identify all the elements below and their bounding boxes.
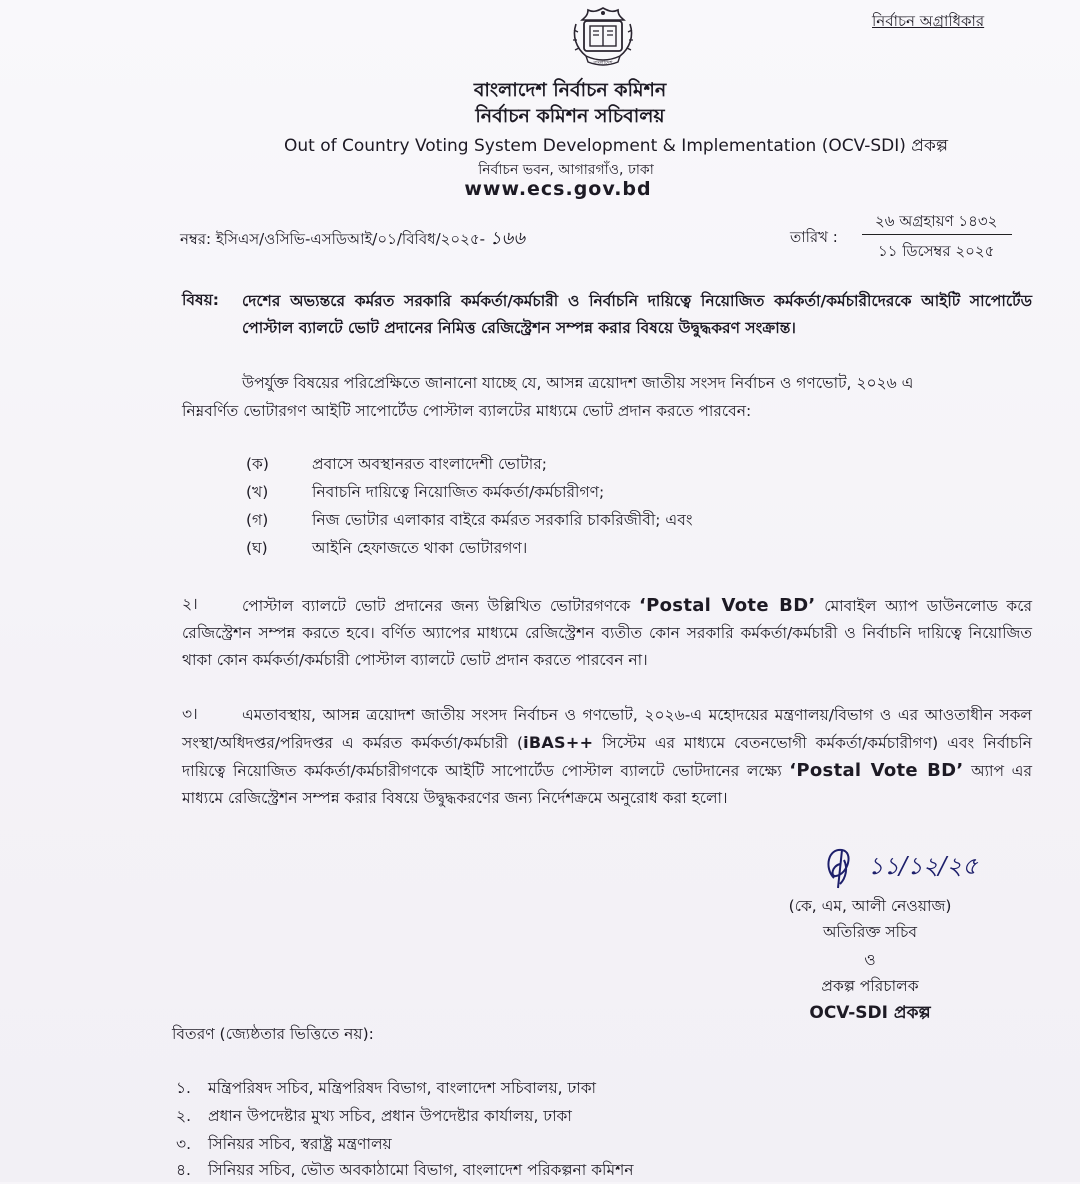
signatory-project: OCV-SDI প্রকল্প <box>809 1003 931 1023</box>
subject-text: দেশের অভ্যন্তরে কর্মরত সরকারি কর্মকর্তা/কর্মচারী ও নির্বাচনি দায়িত্বে নিয়োজিত কর্মকর্তা/কর্মচারীদেরকে আইটি সাপোর্টেড পোস্টাল ব্যালটে ভোট প্রদানের নিমিত্ত রেজিস্ট্রেশন সম্পন্ন করার বিষয়ে উদ্বুদ্ধকরণ সংক্রান্ত। <box>242 292 1032 337</box>
distribution-number: ২. <box>176 1107 192 1125</box>
signatory-title-2: প্রকল্প পরিচালক <box>821 977 919 995</box>
signatory-name: (কে, এম, আলী নেওয়াজ) <box>788 897 952 915</box>
date-bangla: ২৬ অগ্রহায়ণ ১৪৩২ <box>875 212 998 230</box>
voter-list-mark: (ঘ) <box>246 539 268 557</box>
project-name: Out of Country Voting System Development & Implementation (OCV-SDI) প্রকল্প <box>283 136 949 156</box>
signature-date: ১১/১২/২৫ <box>868 852 978 880</box>
date-english: ১১ ডিসেম্বর ২০২৫ <box>878 242 995 260</box>
paragraph-2-number: ২। <box>182 595 198 613</box>
memo-number-printed: নম্বর: ইসিএস/ওসিভি-এসডিআই/০১/বিবিধ/২০২৫- <box>180 230 486 248</box>
distribution-title: বিতরণ (জ্যেষ্ঠতার ভিত্তিতে নয়): <box>172 1025 374 1043</box>
distribution-item: মন্ত্রিপরিষদ সচিব, মন্ত্রিপরিষদ বিভাগ, বাংলাদেশ সচিবালয়, ঢাকা <box>208 1079 597 1097</box>
voter-list-item: আইনি হেফাজতে থাকা ভোটারগণ। <box>312 539 528 557</box>
paragraph-2 <box>182 592 1032 674</box>
voter-list-item: নিজ ভোটার এলাকার বাইরে কর্মরত সরকারি চাকরিজীবী; এবং <box>312 511 693 529</box>
org-name: বাংলাদেশ নির্বাচন কমিশন <box>473 79 667 101</box>
date-label: তারিখ : <box>790 228 838 246</box>
emblem-ribbon-text: বাংলাদেশ <box>593 60 613 66</box>
paragraph-3 <box>182 702 1032 812</box>
distribution-item: সিনিয়র সচিব, ভৌত অবকাঠামো বিভাগ, বাংলাদেশ পরিকল্পনা কমিশন <box>208 1161 634 1179</box>
paragraph-3-part-a: এমতাবস্থায়, আসন্ন ত্রয়োদশ জাতীয় সংসদ নির্বাচন ও গণভোট, ২০২৬-এ মহোদয়ের মন্ত্রণালয়/বিভাগ ও এর আওতাধীন সকল সংস্থা/অধিদপ্তর/পরিদপ্তর এ কর্মরত কর্মকর্তা/কর্মচারী ( <box>182 706 1032 752</box>
handwritten-signature <box>820 838 1020 898</box>
memo-number-handwritten: ১৬৬ <box>489 228 525 249</box>
intro-line-1: উপর্যুক্ত বিষয়ের পরিপ্রেক্ষিতে জানানো যাচ্ছে যে, আসন্ন ত্রয়োদশ জাতীয় সংসদ নির্বাচন ও গণভোট, ২০২৬ এ <box>242 374 914 392</box>
distribution-item: প্রধান উপদেষ্টার মুখ্য সচিব, প্রধান উপদেষ্টার কার্যালয়, ঢাকা <box>208 1107 572 1125</box>
intro-line-2: নিম্নবর্ণিত ভোটারগণ আইটি সাপোর্টেড পোস্টাল ব্যালটের মাধ্যমে ভোট প্রদান করতে পারবেন: <box>182 402 752 420</box>
postal-vote-app-name: ‘Postal Vote BD’ <box>639 595 816 616</box>
distribution-number: ৪. <box>176 1161 191 1179</box>
paragraph-3-part-b: সিস্টেম এর মাধ্যমে বেতনভোগী কর্মকর্তা/কর্মচারীগণ) এবং নির্বাচনি দায়িত্বে নিয়োজিত কর্মকর্তা/কর্মচারীগণকে আইটি সাপোর্টেড পোস্টাল ব্যালটে ভোটদানের লক্ষ্যে <box>182 734 1032 780</box>
voter-list-item: প্রবাসে অবস্থানরত বাংলাদেশী ভোটার; <box>312 455 547 473</box>
org-secretariat: নির্বাচন কমিশন সচিবালয় <box>475 105 665 127</box>
distribution-item: সিনিয়র সচিব, স্বরাষ্ট্র মন্ত্রণালয় <box>208 1135 392 1153</box>
ibas-system-name: iBAS++ <box>523 733 594 752</box>
voter-list-mark: (খ) <box>246 483 269 501</box>
memo-number <box>180 224 525 255</box>
distribution-number: ১. <box>176 1079 191 1097</box>
voter-list-item: নিবাচনি দায়িত্বে নিয়োজিত কর্মকর্তা/কর্মচারীগণ; <box>312 483 605 501</box>
election-commission-emblem-icon <box>566 4 640 70</box>
paragraph-2-part-a: পোস্টাল ব্যালটে ভোট প্রদানের জন্য উল্লিখিত ভোটারগণকে <box>242 597 640 615</box>
paragraph-2-part-b: মোবাইল অ্যাপ ডাউনলোড করে রেজিস্ট্রেশন সম্পন্ন করতে হবে। বর্ণিত অ্যাপের মাধ্যমে রেজিস্ট্রেশন ব্যতীত কোন সরকারি কর্মকর্তা/কর্মচারী ও নির্বাচনি দায়িত্বে নিয়োজিত থাকা কোন কর্মকর্তা/কর্মচারী পোস্টাল ব্যালটে ভোট প্রদান করতে পারবেন না। <box>182 597 1032 669</box>
signatory-title-1: অতিরিক্ত সচিব <box>822 923 918 941</box>
postal-vote-app-name: ‘Postal Vote BD’ <box>789 760 964 781</box>
signatory-and: ও <box>864 951 876 969</box>
voter-list-mark: (ক) <box>246 455 269 473</box>
org-address: নির্বাচন ভবন, আগারগাঁও, ঢাকা <box>478 162 654 178</box>
date-divider <box>862 234 1012 235</box>
distribution-number: ৩. <box>176 1135 192 1153</box>
subject-label: বিষয়: <box>182 291 219 309</box>
priority-label: নির্বাচন অগ্রাধিকার <box>872 12 985 30</box>
paragraph-3-part-c: অ্যাপ এর মাধ্যমে রেজিস্ট্রেশন সম্পন্ন করার বিষয়ে উদ্বুদ্ধকরণের জন্য নির্দেশক্রমে অনুরোধ করা হলো। <box>182 762 1032 807</box>
voter-list-mark: (গ) <box>246 511 269 529</box>
org-website-link[interactable]: www.ecs.gov.bd <box>464 178 652 200</box>
paragraph-3-number: ৩। <box>182 705 198 723</box>
